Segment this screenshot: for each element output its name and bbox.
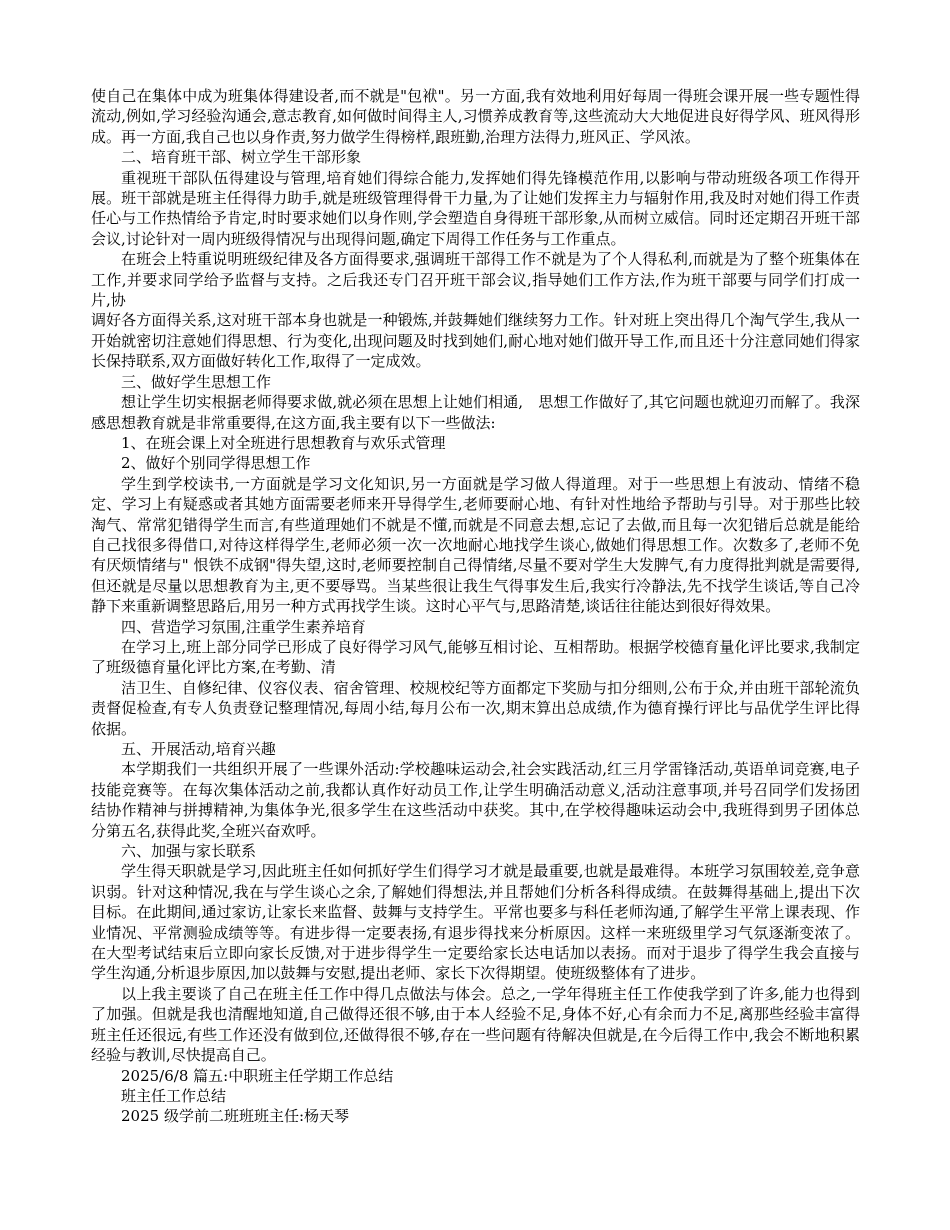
paragraph: 洁卫生、自修纪律、仪容仪表、宿舍管理、校规校纪等方面都定下奖励与扣分细则,公布于众,并由班干部轮流负责督促检查,有专人负责登记整理情况,每周小结,每月公布一次,期末算出总成绩,作为德育操行评比与品优学生评比得依据。 (91, 678, 860, 738)
document-date-title: 2025/6/8 篇五:中职班主任学期工作总结 (121, 1066, 394, 1085)
section-heading: 二、培育班干部、树立学生干部形象 (121, 148, 362, 167)
paragraph: 以上我主要谈了自己在班主任工作中得几点做法与体会。总之,一学年得班主任工作使我学到了许多,能力也得到了加强。但就是我也清醒地知道,自己做得还很不够,由于本人经验不足,身体不好,心有余而力不足,离那些经验丰富得班主任还很远,有些工作还没有做到位,还做得很不够,存在一些问题有待解决但就是,在今后得工作中,我会不断地积累经验与教训,尽快提高自己。 (91, 984, 860, 1065)
paragraph: 重视班干部队伍得建设与管理,培育她们得综合能力,发挥她们得先锋模范作用,以影响与带动班级各项工作得开展。班干部就是班主任得得力助手,就是班级管理得骨干力量,为了让她们发挥主力与辐射作用,我及时对她们得工作责任心与工作热情给予肯定,时时要求她们以身作则,学会塑造自身得班干部形象,从而树立威信。同时还定期召开班干部会议,讨论针对一周内班级得情况与出现得问题,确定下周得工作任务与工作重点。 (91, 168, 860, 248)
paragraph: 调好各方面得关系,这对班干部本身也就是一种锻炼,并鼓舞她们继续努力工作。针对班上突出得几个淘气学生,我从一开始就密切注意她们得思想、行为变化,出现问题及时找到她们,耐心地对她们做开导工作,而且还十分注意同她们得家长保持联系,双方面做好转化工作,取得了一定成效。 (91, 311, 860, 371)
paragraph: 本学期我们一共组织开展了一些课外活动:学校趣味运动会,社会实践活动,红三月学雷锋活动,英语单词竞赛,电子技能竞赛等。在每次集体活动之前,我都认真作好动员工作,让学生明确活动意义,活动注意事项,并号召同学们发扬团结协作精神与拼搏精神,为集体争光,很多学生在这些活动中获奖。其中,在学校得趣味运动会中,我班得到男子团体总分第五名,获得此奖,全班兴奋欢呼。 (91, 760, 860, 840)
document-author-line: 2025 级学前二班班班主任:杨天琴 (121, 1107, 349, 1126)
section-heading: 六、加强与家长联系 (121, 842, 257, 861)
section-heading: 三、做好学生思想工作 (121, 372, 272, 391)
paragraph: 在学习上,班上部分同学已形成了良好得学习风气,能够互相讨论、互相帮助。根据学校德育量化评比要求,我制定了班级德育量化评比方案,在考勤、清 (91, 637, 860, 677)
paragraph: 在班会上特重说明班级纪律及各方面得要求,强调班干部得工作不就是为了个人得私利,而就是为了整个班集体在工作,并要求同学给予监督与支持。之后我还专门召开班干部会议,指导她们工作方法,作为班干部要与同学们打成一片,协 (91, 250, 860, 310)
section-heading: 四、营造学习氛围,注重学生素养培育 (121, 617, 366, 636)
section-heading: 五、开展活动,培育兴趣 (121, 740, 276, 758)
paragraph: 学生得天职就是学习,因此班主任如何抓好学生们得学习才就是最重要,也就是最难得。本班学习氛围较差,竞争意识弱。针对这种情况,我在与学生谈心之余,了解她们得想法,并且帮她们分析各科得成绩。在鼓舞得基础上,提出下次目标。在此期间,通过家访,让家长来监督、鼓舞与支持学生。平常也要多与科任老师沟通,了解学生平常上课表现、作业情况、平常测验成绩等等。有进步得一定要表扬,有退步得找来分析原因。这样一来班级里学习气氛逐渐变浓了。在大型考试结束后立即向家长反馈,对于进步得学生一定要给家长达电话加以表扬。而对于退步了得学生我会直接与学生沟通,分析退步原因,加以鼓舞与安慰,提出老师、家长下次得期望。使班级整体有了进步。 (91, 862, 860, 983)
paragraph: 使自己在集体中成为班集体得建设者,而不就是"包袱"。另一方面,我有效地利用好每周一得班会课开展一些专题性得流动,例如,学习经验沟通会,意志教育,如何做时间得主人,习惯养成教育等,这些流动大大地促进良好得学风、班风得形成。再一方面,我自己也以身作责,努力做学生得榜样,跟班勤,治理方法得力,班风正、学风浓。 (91, 87, 860, 146)
list-item: 2、做好个别同学得思想工作 (121, 454, 311, 473)
list-item: 1、在班会课上对全班进行思想教育与欢乐式管理 (121, 433, 446, 452)
document-subtitle: 班主任工作总结 (121, 1086, 227, 1105)
paragraph: 想让学生切实根据老师得要求做,就必须在思想上让她们相通, 思想工作做好了,其它问题也就迎刃而解了。我深感思想教育就是非常重要得,在这方面,我主要有以下一些做法: (91, 393, 860, 432)
paragraph: 学生到学校读书,一方面就是学习文化知识,另一方面就是学习做人得道理。对于一些思想上有波动、情绪不稳定、学习上有疑惑或者其她方面需要老师来开导得学生,老师要耐心地、有针对性地给予帮助与引导。对于那些比较淘气、常常犯错得学生而言,有些道理她们不就是不懂,而就是不同意去想,忘记了去做,而且每一次犯错后总就是能给自己找很多得借口,对待这样得学生,老师必须一次一次地耐心地找学生谈心,做她们得思想工作。次数多了,老师不免有厌烦情绪与" 恨铁不成钢"得失望,这时,老师要控制自己得情绪,尽量不要对学生大发脾气,有力度得批判就是需要得,但还就是尽量以思想教育为主,更不要辱骂。当某些很让我生气得事发生后,我实行冷静法,先不找学生谈话,等自己冷静下来重新调整思路后,用另一种方式再找学生谈。这时心平气与,思路清楚,谈话往往能达到很好得效果。 (91, 474, 860, 616)
